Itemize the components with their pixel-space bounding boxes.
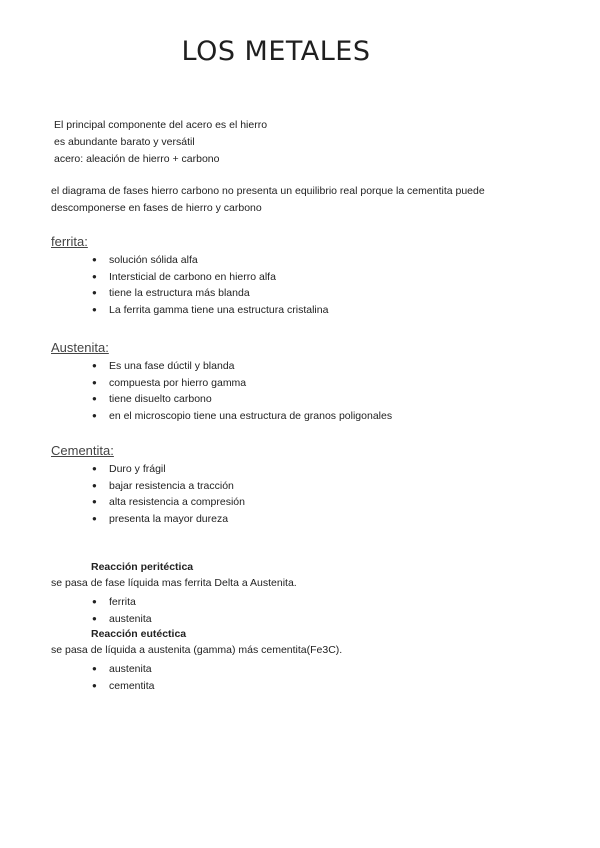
reaction-description: se pasa de líquida a austenita (gamma) más cementita(Fe3C). — [51, 644, 343, 656]
peritectica-list — [92, 594, 152, 627]
austenita-list — [92, 358, 392, 424]
intro-line: acero: aleación de hierro + carbono — [54, 153, 220, 165]
list-item: ● tiene la estructura más blanda — [92, 285, 328, 302]
cementita-list — [92, 461, 245, 527]
page-title: LOS METALES — [181, 36, 371, 67]
list-item: ● austenita — [92, 661, 155, 678]
list-item: ● tiene disuelto carbono — [92, 391, 392, 408]
intro-line: es abundante barato y versátil — [54, 136, 195, 148]
list-item: ● Es una fase dúctil y blanda — [92, 358, 392, 375]
list-item: ● ferrita — [92, 594, 152, 611]
reaction-title-peritectica: Reacción peritéctica — [91, 561, 194, 573]
section-heading-ferrita: ferrita: — [51, 234, 88, 249]
list-item: ● Duro y frágil — [92, 461, 245, 478]
phase-diagram-paragraph: el diagrama de fases hierro carbono no presenta un equilibrio real porque la cementita puede descomponerse en fases de hierro y carbono — [51, 185, 485, 214]
list-item: ● austenita — [92, 611, 152, 628]
eutectica-list — [92, 661, 155, 694]
intro-line: El principal componente del acero es el hierro — [54, 119, 268, 131]
ferrita-list — [92, 252, 328, 318]
intro-block — [54, 117, 267, 168]
reaction-description: se pasa de fase líquida mas ferrita Delta a Austenita. — [51, 577, 297, 589]
list-item: ● en el microscopio tiene una estructura de granos poligonales — [92, 408, 392, 425]
list-item: ● cementita — [92, 678, 155, 695]
section-heading-cementita: Cementita: — [51, 443, 114, 458]
list-item: ● bajar resistencia a tracción — [92, 478, 245, 495]
list-item: ● compuesta por hierro gamma — [92, 375, 392, 392]
list-item: ● solución sólida alfa — [92, 252, 328, 269]
list-item: ● alta resistencia a compresión — [92, 494, 245, 511]
list-item: ● La ferrita gamma tiene una estructura cristalina — [92, 302, 328, 319]
section-heading-austenita: Austenita: — [51, 340, 109, 355]
reaction-title-eutectica: Reacción eutéctica — [91, 628, 187, 640]
list-item: ● presenta la mayor dureza — [92, 511, 245, 528]
list-item: ● Intersticial de carbono en hierro alfa — [92, 269, 328, 286]
